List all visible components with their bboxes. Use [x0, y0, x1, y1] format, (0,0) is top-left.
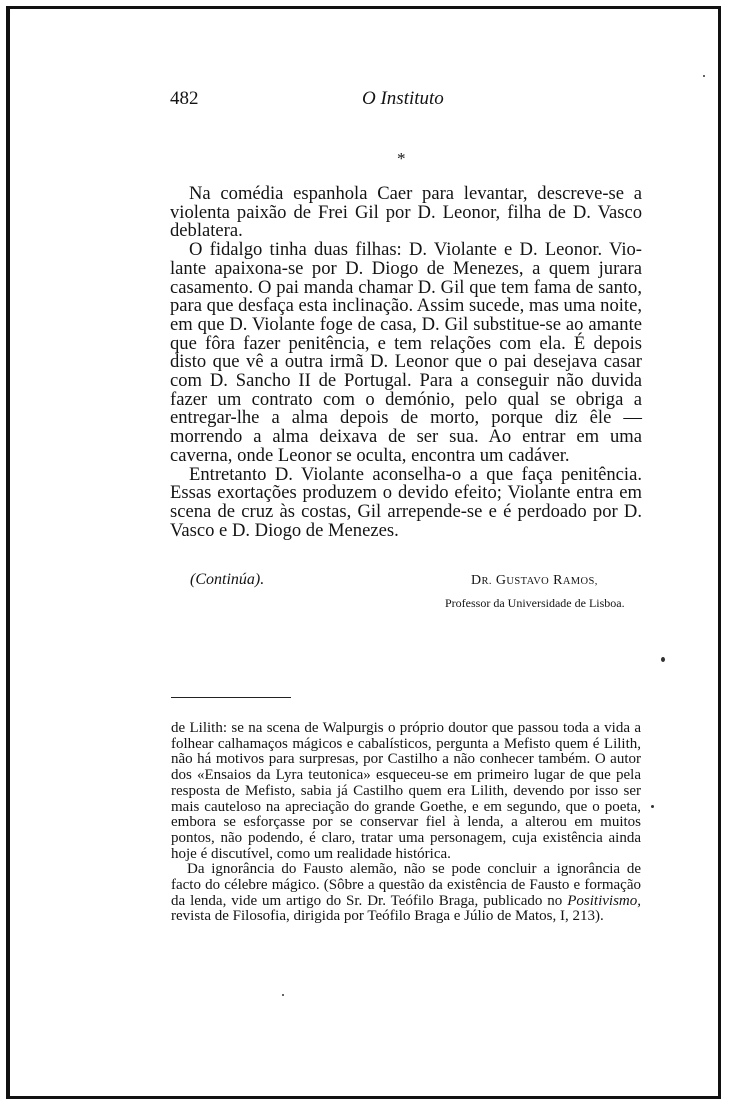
scan-speck [651, 805, 654, 808]
footnote-second-end: revista de Filosofia, dirigida por Teófilo Braga e Júlio de Matos, I, 213). [171, 908, 604, 925]
footnote-second [171, 862, 641, 925]
author-last-initial: R [553, 573, 563, 588]
footnote-italic-title: Positivismo, [567, 892, 641, 909]
footnote-continuation: de Lilith: se na scena de Walpurgis o próprio doutor que passou toda a vida a folhear calhamaços mágicos e cabalísticos, pergunta a Mefisto quem é Lilith, não há motivos para surpresas, por Castilho a não conhecer também. O autor dos «Ensaios da Lyra teutonica» esqueceu-se em primeiro lugar de que pela resposta de Mefisto, sabia já Castilho quem era Lilith, devendo por isso ser mais cauteloso na apreciação do grande Goethe, e em segundo, que o poeta, embora se esforçasse por se conservar fiel à lenda, a alterou em muitos pontos, não podendo, é claro, tratar uma personagem, cuja existência ainda hoje é discutível, como um realidade histórica. [171, 720, 641, 862]
page-number: 482 [170, 88, 199, 109]
scan-speck [703, 75, 705, 77]
author-first-initial: G [495, 573, 507, 588]
scan-speck [661, 657, 665, 662]
page-header [0, 88, 733, 112]
footnotes [171, 721, 641, 925]
author-prefix-sc: R. [481, 576, 492, 587]
signature-block [0, 571, 733, 615]
section-asterisk: * [397, 149, 406, 168]
footnote-divider [171, 697, 291, 698]
scan-speck [282, 994, 284, 996]
running-title: O Instituto [362, 88, 444, 109]
author-affiliation: Professor da Universidade de Lisboa. [445, 596, 625, 610]
author-last-sc: AMOS, [562, 576, 598, 587]
author-first-sc: USTAVO [506, 576, 550, 587]
paragraph-2: O fidalgo tinha duas filhas: D. Violante e D. Leonor. Violante apaixona-se por D. Diogo de Menezes, a quem jurara casamento. O pai manda chamar D. Gil que tem fama de santo, para que desfaça esta inclinação. Assim sucede, mas uma noite, em que D. Violante foge de casa, D. Gil substitue-se ao amante que fôra fazer penitência, e tem relações com ela. É depois disto que vê a outra irmã D. Leonor que o pai desejava casar com D. Sancho II de Portugal. Para a conseguir não duvida fazer um contrato com o demónio, pelo qual se obriga a entregar-lhe a alma depois de morto, porque diz êle — morrendo a alma deixava de ser sua. Ao entrar em uma caverna, onde Leonor se oculta, encontra um cadáver. [170, 239, 642, 466]
footnote-second-text: Da ignorância do Fausto alemão, não se pode concluir a ignorância de facto do célebre mágico. (Sôbre a questão da existência de Fausto e formação da lenda, vide um artigo do Sr. Dr. Teófilo Braga, publicado no [171, 861, 641, 909]
continued-note: (Continúa). [190, 571, 265, 588]
page-border [6, 6, 721, 1099]
main-text [170, 185, 642, 540]
author-prefix: D [471, 573, 482, 588]
author-name [471, 573, 598, 589]
paragraph-3: Entretanto D. Violante aconselha-o a que faça penitência. Essas exortações produzem o devido efeito; Violante entra em scena de cruz às costas, Gil arrepende-se e é perdoado por D. Vasco e D. Diogo de Menezes. [170, 463, 642, 541]
paragraph-1: Na comédia espanhola Caer para levantar, descreve-se a violenta paixão de Frei Gil por D. Leonor, filha de D. Vasco deblatera. [170, 183, 642, 242]
